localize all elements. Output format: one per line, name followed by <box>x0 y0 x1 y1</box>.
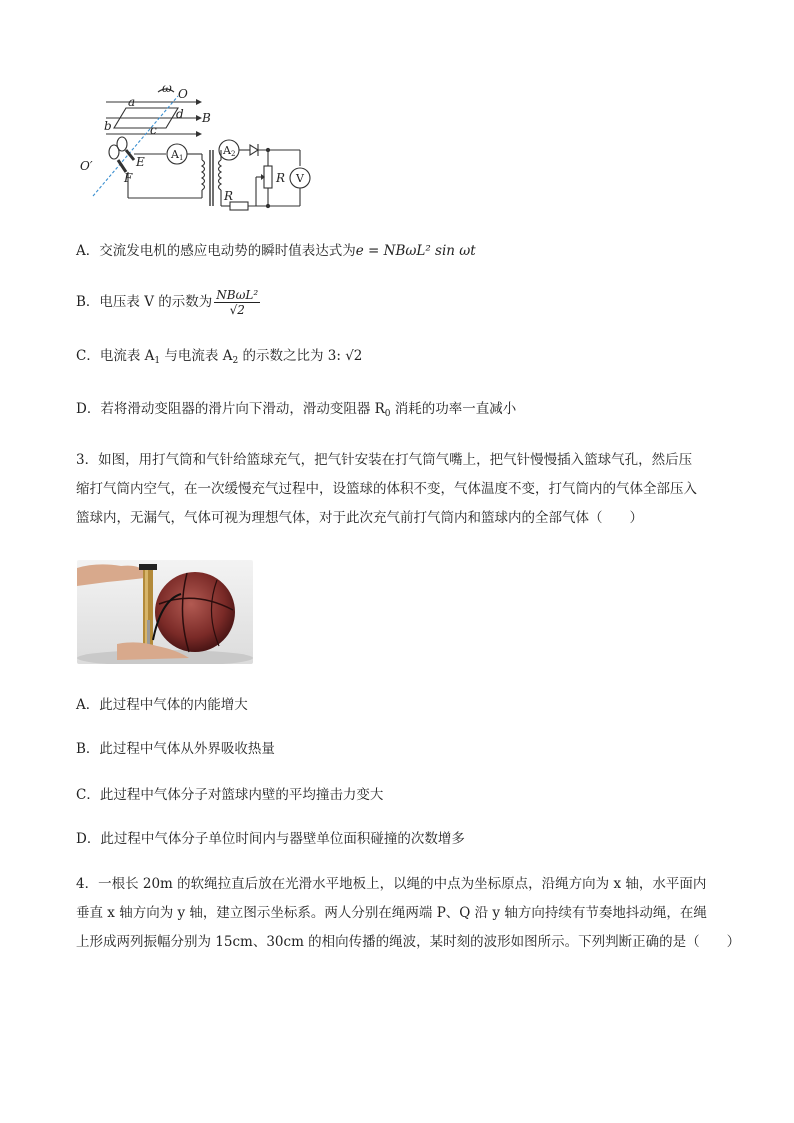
slip-ring-2 <box>109 145 119 159</box>
q2-option-b <box>76 288 262 317</box>
q3-option-d: D．此过程中气体分子单位时间内与器壁单位面积碰撞的次数增多 <box>76 831 465 847</box>
label-a: a <box>128 95 136 109</box>
q2-option-b-fraction <box>214 288 260 317</box>
label-V: V <box>296 172 304 185</box>
q4-stem-line-2: 垂直 x 轴方向为 y 轴，建立图示坐标系。两人分别在绳两端 P、Q 沿 y 轴方向持续有节奏地抖动绳，在绳 <box>76 905 707 921</box>
q4-stem <box>76 870 741 957</box>
q2-option-c-text-1: C．电流表 A <box>76 348 155 364</box>
q2-option-d-text-1: D．若将滑动变阻器的滑片向下滑动，滑动变阻器 R <box>76 401 385 417</box>
label-F: F <box>124 171 133 185</box>
q2-option-d-text-2: 消耗的功率一直减小 <box>390 401 517 417</box>
label-R-resistor: R <box>224 189 234 203</box>
label-b: b <box>104 119 112 133</box>
q2-option-c <box>76 346 362 371</box>
q3-stem-line-2: 缩打气筒内空气，在一次缓慢充气过程中，设篮球的体积不变，气体温度不变，打气筒内的气体全部压入 <box>76 481 697 497</box>
q3-stem-line-1: 3．如图，用打气筒和气针给篮球充气，把气针安装在打气筒气嘴上，把气针慢慢插入篮球气孔，然后压 <box>76 452 693 468</box>
q2-option-a-text: A．交流发电机的感应电动势的瞬时值表达式为 <box>76 243 356 259</box>
q3-option-c: C．此过程中气体分子对篮球内壁的平均撞击力变大 <box>76 787 384 803</box>
label-R-rheostat: R <box>276 171 286 185</box>
label-A2: A2 <box>223 144 236 158</box>
label-d: d <box>176 107 184 121</box>
pump-basketball-photo <box>77 560 253 664</box>
brush-E <box>126 150 134 160</box>
fraction-numerator: NBωL² <box>216 288 259 302</box>
label-A1: A1 <box>171 148 184 162</box>
q2-option-c-sub-2: 2 <box>232 356 239 366</box>
q3-option-a: A．此过程中气体的内能增大 <box>76 697 248 713</box>
primary-coil <box>202 160 205 190</box>
q2-option-d <box>76 399 516 424</box>
q3-stem <box>76 446 720 533</box>
label-B: B <box>202 111 211 125</box>
diode <box>250 145 258 155</box>
secondary-coil <box>219 160 222 190</box>
q2-option-c-text-2: 与电流表 A <box>160 348 233 364</box>
q4-stem-line-3: 上形成两列振幅分别为 15cm、30cm 的相向传播的绳波，某时刻的波形如图所示。下列判断正确的是（ ） <box>76 934 741 950</box>
generator-transformer-circuit-diagram <box>78 78 318 218</box>
q2-option-d-sub: 0 <box>384 409 391 419</box>
q3-option-b: B．此过程中气体从外界吸收热量 <box>76 741 275 757</box>
rheostat-R0 <box>264 166 272 188</box>
rotation-axis <box>93 96 178 196</box>
q2-option-c-sub-1: 1 <box>154 356 161 366</box>
q2-option-a-formula: e = NBωL² sin ωt <box>355 243 476 259</box>
label-c: c <box>150 123 157 137</box>
resistor-R <box>230 202 248 210</box>
q2-option-b-text: B．电压表 V 的示数为 <box>76 294 213 310</box>
fraction-denominator: √2 <box>229 303 245 317</box>
q3-stem-line-3: 篮球内，无漏气，气体可视为理想气体，对于此次充气前打气筒内和篮球内的全部气体（ ） <box>76 510 643 526</box>
label-O-prime: O′ <box>80 159 93 173</box>
label-E: E <box>136 155 145 169</box>
q4-stem-line-1: 4．一根长 20m 的软绳拉直后放在光滑水平地板上，以绳的中点为坐标原点，沿绳方向为 x 轴，水平面内 <box>76 876 707 892</box>
q2-option-c-text-3: 的示数之比为 3: √2 <box>238 348 363 364</box>
q2-option-a <box>76 241 476 261</box>
label-omega: ω <box>162 81 172 95</box>
label-O: O <box>178 87 188 101</box>
